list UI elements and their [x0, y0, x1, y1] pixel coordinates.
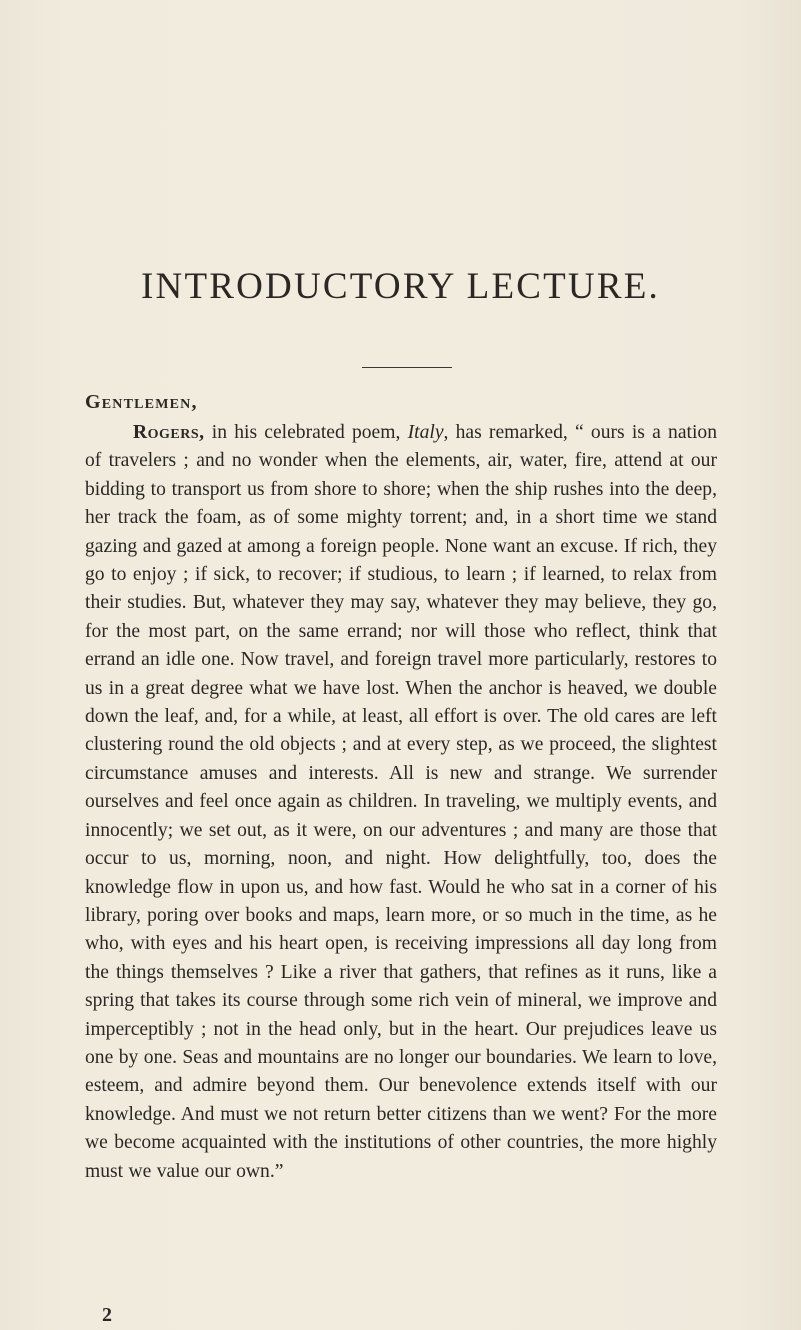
paragraph-text-segment: in his celebrated poem,	[204, 422, 408, 443]
author-name: Rogers,	[133, 422, 205, 443]
page-title: INTRODUCTORY LECTURE.	[141, 266, 660, 307]
page-number: 2	[102, 1304, 112, 1326]
lecture-paragraph	[85, 419, 717, 1186]
paragraph-text-segment: , has remarked, “ ours is a nation of travelers ; and no wonder when the elements, air, water, fire, attend at our bidding to transport us from shore to shore; when the ship rushes into the deep, her track the foam, as of some mighty torrent; and, in a short time we stand gazing and gazed at among a foreign people. None want an excuse. If rich, they go to enjoy ; if sick, to recover; if studious, to learn ; if learned, to relax from their studies. But, whatever they may say, whatever they may believe, they go, for the most part, on the same errand; nor will those who reflect, think that errand an idle one. Now travel, and foreign travel more particularly, restores to us in a great degree what we have lost. When the anchor is heaved, we double down the leaf, and, for a while, at least, all effort is over. The old cares are left clustering round the old objects ; and at every step, as we proceed, the slightest circumstance amuses and interests. All is new and strange. We surrender ourselves and feel once again as children. In traveling, we multiply events, and innocently; we set out, as it were, on our adventures ; and many are those that occur to us, morning, noon, and night. How delightfully, too, does the knowledge flow in upon us, and how fast. Would he who sat in a corner of his library, poring over books and maps, learn more, or so much in the time, as he who, with eyes and his heart open, is receiving impressions all day long from the things themselves ? Like a river that gathers, that refines as it runs, like a spring that takes its course through some rich vein of mineral, we improve and imperceptibly ; not in the head only, but in the heart. Our prejudices leave us one by one. Seas and mountains are no longer our boundaries. We learn to love, esteem, and admire beyond them. Our benevolence extends itself with our knowledge. And must we not return better citizens than we went? For the more we become acquainted with the institutions of other countries, the more highly must we value our own.”	[85, 422, 717, 1182]
poem-title: Italy	[407, 422, 444, 443]
title-divider	[362, 367, 452, 368]
salutation: Gentlemen,	[85, 391, 198, 413]
